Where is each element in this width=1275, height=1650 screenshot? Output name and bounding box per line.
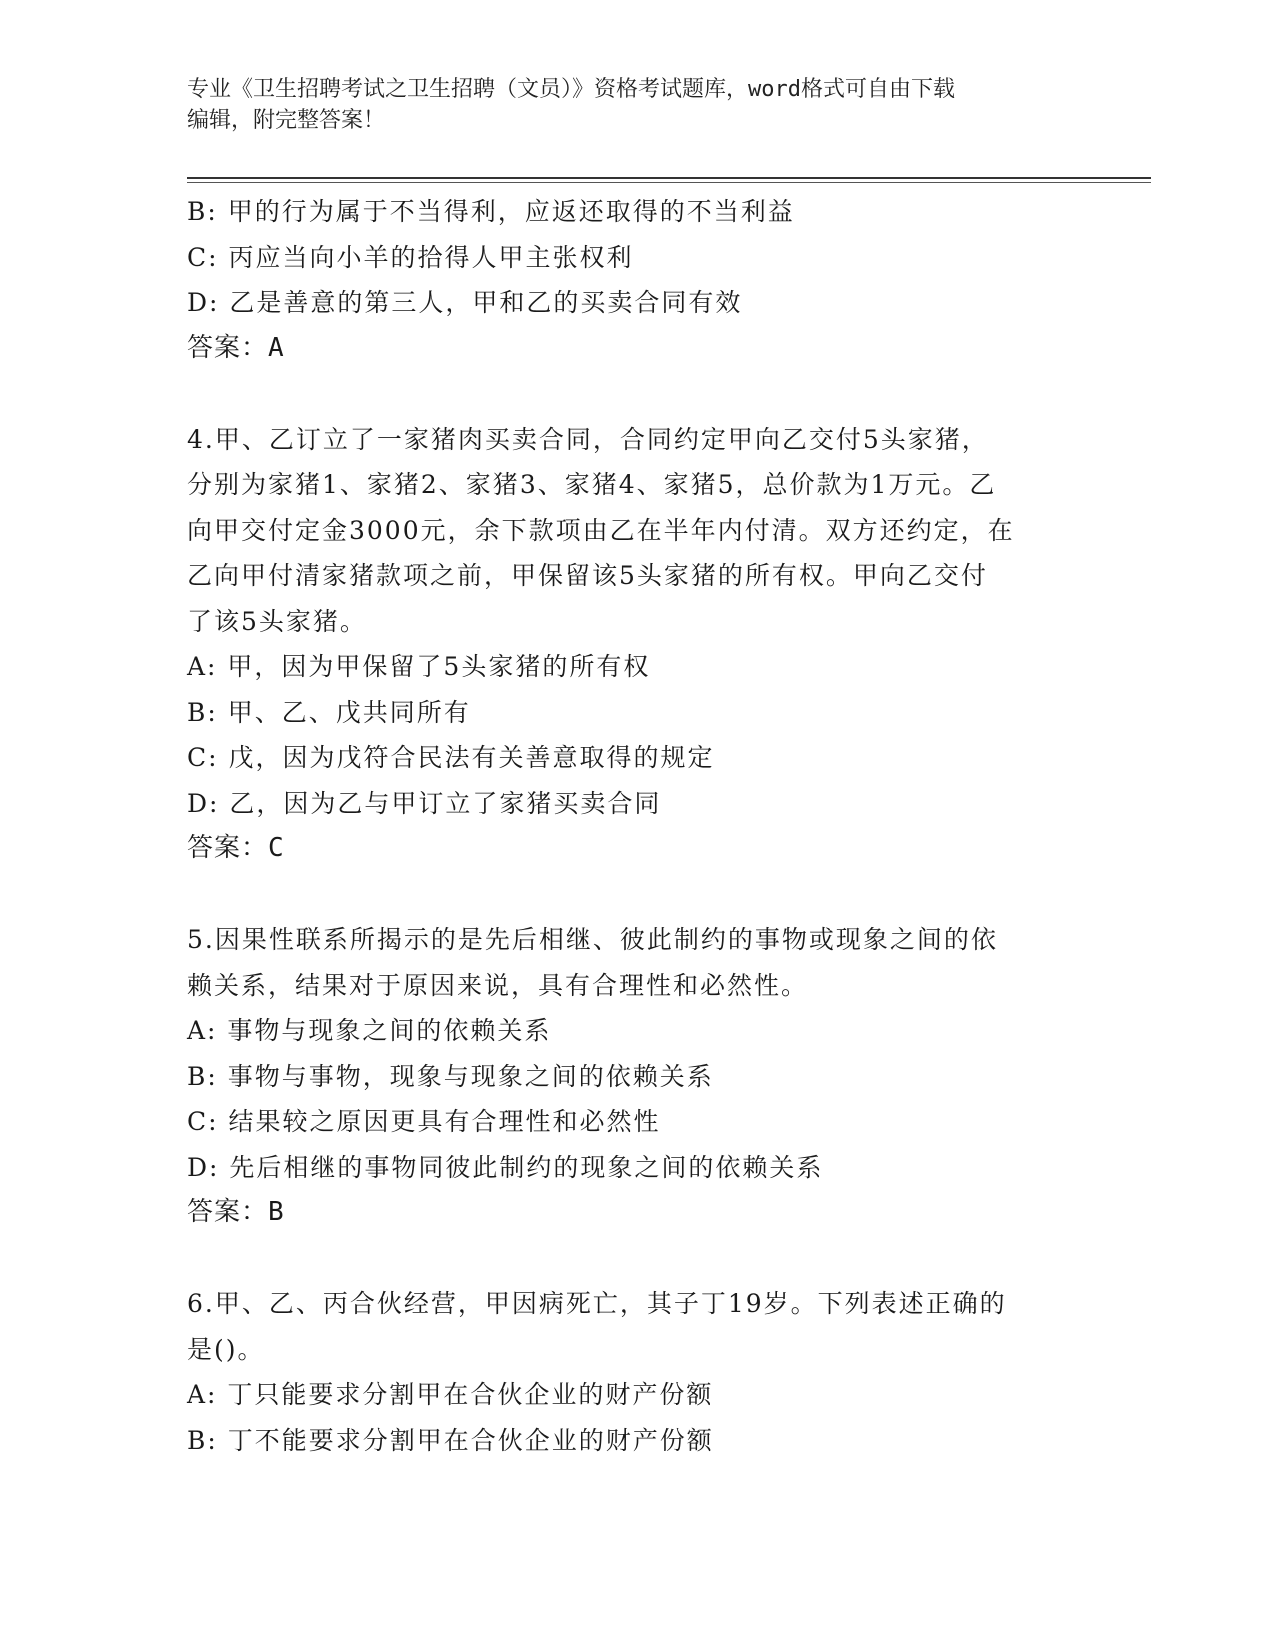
header-line-2: 编辑，附完整答案！ — [187, 108, 386, 133]
q5-answer-label: 答案： — [187, 1197, 269, 1227]
q5-option-b: B: 事物与事物，现象与现象之间的依赖关系 — [187, 1061, 714, 1091]
document-body — [187, 189, 1087, 1463]
question-5 — [187, 917, 1087, 1236]
q4-option-a: A: 甲，因为甲保留了5头家猪的所有权 — [187, 652, 651, 681]
q5-answer — [187, 1190, 1087, 1236]
q4-stem-line-4: 乙向甲付清家猪款项之前，甲保留该5头家猪的所有权。甲向乙交付 — [187, 561, 988, 590]
question-3-tail — [187, 189, 1087, 371]
question-4 — [187, 417, 1087, 872]
q6-stem-line-1: 6.甲、乙、丙合伙经营，甲因病死亡，其子丁19岁。下列表述正确的 — [187, 1289, 1007, 1318]
q4-option-d: D: 乙，因为乙与甲订立了家猪买卖合同 — [187, 788, 662, 818]
q4-answer-label: 答案： — [187, 833, 269, 863]
spacer — [187, 872, 1087, 918]
header-rule-thick — [187, 177, 1151, 179]
q3-option-b: B: 甲的行为属于不当得利，应返还取得的不当利益 — [187, 197, 795, 226]
q6-stem-line-2: 是()。 — [187, 1334, 265, 1364]
q4-stem-line-2: 分别为家猪1、家猪2、家猪3、家猪4、家猪5，总价款为1万元。乙 — [187, 470, 997, 499]
q4-answer-value: C — [268, 833, 285, 863]
q5-answer-value: B — [268, 1197, 285, 1227]
q4-option-b: B: 甲、乙、戊共同所有 — [187, 697, 471, 727]
q3-answer — [187, 326, 1087, 372]
q5-option-a: A: 事物与现象之间的依赖关系 — [187, 1016, 552, 1045]
spacer — [187, 1236, 1087, 1282]
q3-option-c: C: 丙应当向小羊的拾得人甲主张权利 — [187, 242, 634, 272]
q6-option-b: B: 丁不能要求分割甲在合伙企业的财产份额 — [187, 1425, 714, 1455]
q6-option-a: A: 丁只能要求分割甲在合伙企业的财产份额 — [187, 1380, 714, 1409]
q4-option-c: C: 戊，因为戊符合民法有关善意取得的规定 — [187, 743, 715, 772]
q4-stem-line-1: 4.甲、乙订立了一家猪肉买卖合同，合同约定甲向乙交付5头家猪， — [187, 424, 989, 454]
q5-stem-line-2: 赖关系，结果对于原因来说，具有合理性和必然性。 — [187, 970, 809, 1000]
q3-answer-value: A — [268, 332, 285, 363]
q5-stem-line-1: 5.因果性联系所揭示的是先后相继、彼此制约的事物或现象之间的依 — [187, 925, 998, 954]
q4-stem-line-3: 向甲交付定金3000元，余下款项由乙在半年内付清。双方还约定，在 — [187, 515, 1015, 545]
q4-stem-line-5: 了该5头家猪。 — [187, 606, 367, 636]
header-rule-thin — [187, 182, 1151, 183]
q3-option-d: D: 乙是善意的第三人，甲和乙的买卖合同有效 — [187, 288, 743, 317]
header-line-1: 专业《卫生招聘考试之卫生招聘（文员）》资格考试题库，word格式可自由下载 — [187, 77, 955, 102]
q3-answer-label: 答案： — [187, 332, 269, 363]
q4-answer — [187, 826, 1087, 872]
q5-option-c: C: 结果较之原因更具有合理性和必然性 — [187, 1107, 661, 1136]
document-header — [187, 74, 1087, 136]
spacer — [187, 371, 1087, 417]
q5-option-d: D: 先后相继的事物同彼此制约的现象之间的依赖关系 — [187, 1152, 824, 1182]
question-6 — [187, 1281, 1087, 1463]
